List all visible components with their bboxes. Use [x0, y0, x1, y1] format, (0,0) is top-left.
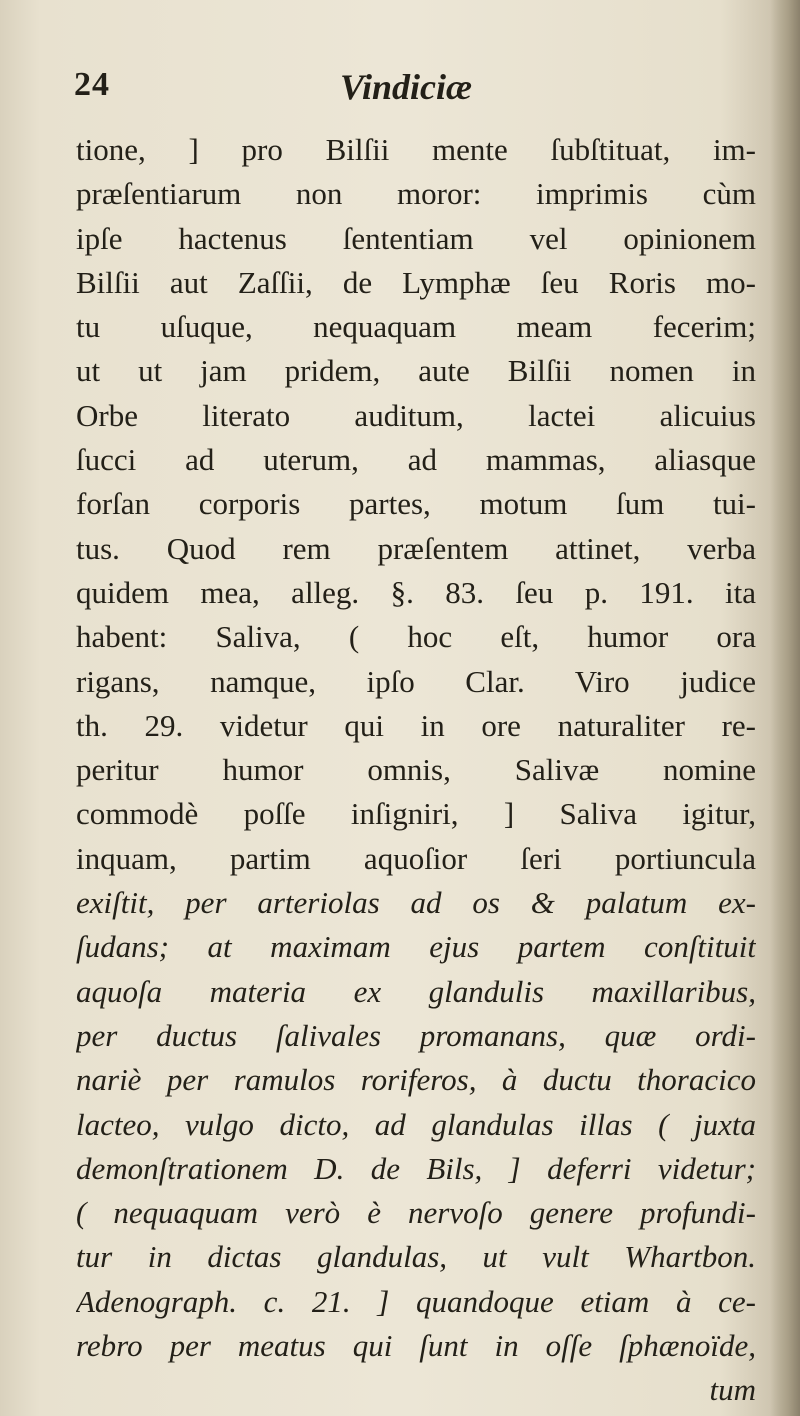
text-line: exiſtit, per arteriolas ad os & palatum ex-	[76, 885, 756, 921]
text-line: rebro per meatus qui ſunt in oſſe ſphænoïde,	[76, 1328, 756, 1364]
text-line: habent: Saliva, ( hoc eſt, humor ora	[76, 619, 756, 655]
text-line: Orbe literato auditum, lactei alicuius	[76, 397, 756, 433]
text-line: demonſtrationem D. de Bils, ] deferri videtur;	[76, 1150, 756, 1186]
text-line: ut ut jam pridem, aute Bilſii nomen in	[76, 353, 756, 389]
text-line: tu uſuque, nequaquam meam fecerim;	[76, 309, 756, 345]
text-line: Bilſii aut Zaſſii, de Lymphæ ſeu Roris mo-	[76, 264, 756, 300]
text-line: aquoſa materia ex glandulis maxillaribus,	[76, 973, 756, 1009]
text-line: per ductus ſalivales promanans, quæ ordi-	[76, 1017, 756, 1053]
text-line: nariè per ramulos roriferos, à ductu thoracico	[76, 1062, 756, 1098]
text-line: ipſe hactenus ſententiam vel opinionem	[76, 220, 756, 256]
text-line: quidem mea, alleg. §. 83. ſeu p. 191. ita	[76, 574, 756, 610]
text-line: tum	[709, 1372, 756, 1408]
text-line: præſentiarum non moror: imprimis cùm	[76, 176, 756, 212]
text-line: forſan corporis partes, motum ſum tui-	[76, 486, 756, 522]
text-line: rigans, namque, ipſo Clar. Viro judice	[76, 663, 756, 699]
text-line: tione, ] pro Bilſii mente ſubſtituat, im-	[76, 132, 756, 167]
text-line: peritur humor omnis, Salivæ nomine	[76, 752, 756, 788]
text-line: inquam, partim aquoſior ſeri portiuncula	[76, 840, 756, 876]
page-header	[74, 66, 754, 116]
body-text	[76, 128, 756, 1413]
text-line: commodè poſſe inſigniri, ] Saliva igitur,	[76, 796, 756, 832]
text-line: Adenograph. c. 21. ] quandoque etiam à ce-	[76, 1283, 756, 1319]
page-edge-shadow	[770, 0, 800, 1416]
text-line: tur in dictas glandulas, ut vult Whartbon.	[76, 1239, 756, 1275]
text-line: th. 29. videtur qui in ore naturaliter re-	[76, 707, 756, 743]
text-line: ſudans; at maximam ejus partem conſtituit	[76, 929, 756, 965]
text-line: ſucci ad uterum, ad mammas, aliasque	[76, 442, 756, 478]
page-number: 24	[74, 66, 110, 103]
text-line: lacteo, vulgo dicto, ad glandulas illas ( juxta	[76, 1106, 756, 1142]
text-line: tus. Quod rem præſentem attinet, verba	[76, 530, 756, 566]
text-line: ( nequaquam verò è nervoſo genere profundi-	[76, 1195, 756, 1231]
running-title: Vindiciæ	[340, 67, 473, 107]
